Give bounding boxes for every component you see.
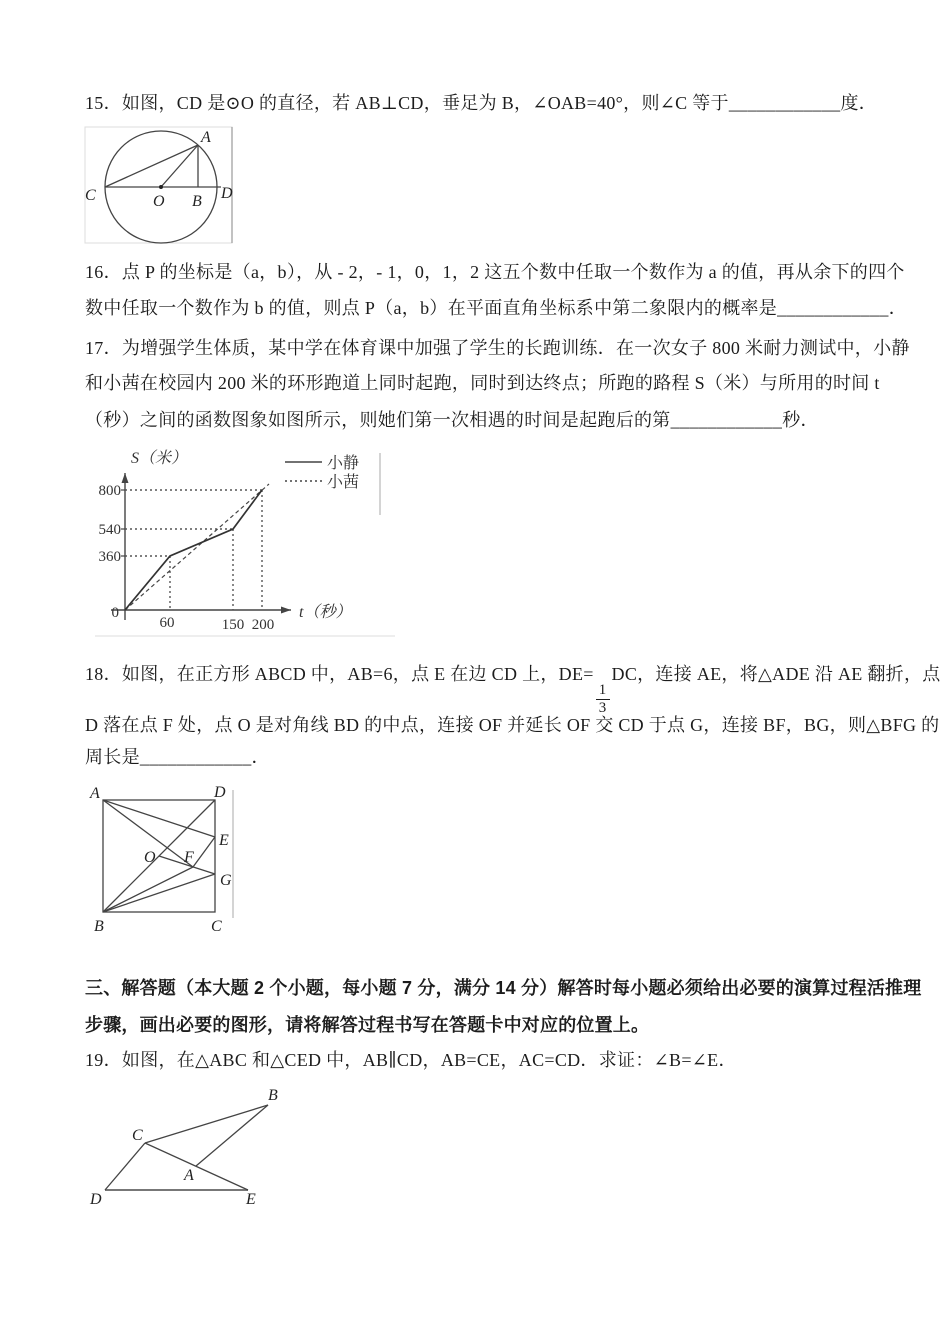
label-B: B — [268, 1087, 278, 1104]
section-3-header-line2: 步骤，画出必要的图形，请将解答过程书写在答题卡中对应的位置上。 — [85, 1015, 650, 1035]
question-17-line2: 和小茜在校园内 200 米的环形跑道上同时起跑，同时到达终点；所跑的路程 S（米）与所用的时间 t — [85, 373, 880, 393]
segment-CB — [145, 1105, 268, 1143]
chart-legend — [285, 454, 359, 491]
series-xiaoqian-line — [125, 484, 269, 610]
square-figure — [80, 785, 255, 935]
question-18-line1 — [85, 664, 941, 716]
label-D: D — [214, 785, 226, 801]
label-B: B — [94, 918, 104, 935]
label-E: E — [246, 1191, 256, 1208]
label-A: A — [184, 1167, 194, 1184]
label-O: O — [153, 193, 165, 210]
legend-label-xiaojing: 小静 — [327, 455, 360, 472]
y-axis-arrow — [122, 473, 129, 483]
x-axis-label: t（秒） — [299, 604, 352, 621]
label-A: A — [90, 785, 100, 802]
question-16-line1: 16．点 P 的坐标是（a，b），从 - 2，- 1，0，1，2 这五个数中任取一个数作为 a 的值，再从余下的四个 — [85, 262, 905, 282]
label-A: A — [201, 129, 211, 146]
label-C: C — [132, 1127, 143, 1144]
question-18-line2: D 落在点 F 处，点 O 是对角线 BD 的中点，连接 OF 并延长 OF 交 CD 于点 G，连接 BF，BG，则△BFG 的 — [85, 715, 940, 735]
question-18-line3: 周长是____________． — [85, 747, 270, 767]
label-O: O — [144, 849, 156, 866]
y-tick-800: 800 — [98, 483, 121, 499]
x-axis-arrow — [281, 607, 291, 614]
fraction-one-third — [596, 682, 610, 716]
segment-BA — [196, 1105, 268, 1166]
segment-EF — [193, 837, 215, 867]
q18-line1-after: DC，连接 AE，将△ADE 沿 AE 翻折，点 — [611, 664, 941, 684]
label-B: B — [192, 193, 202, 210]
question-19-text: 19．如图，在△ABC 和△CED 中，AB∥CD，AB=CE，AC=CD．求证：∠B=∠E． — [85, 1050, 737, 1070]
segment-AE — [103, 800, 215, 837]
x-tick-150: 150 — [221, 617, 245, 633]
label-D: D — [221, 185, 233, 202]
x-tick-200: 200 — [251, 617, 275, 633]
question-17-line3: （秒）之间的函数图象如图所示，则她们第一次相遇的时间是起跑后的第____________秒． — [85, 410, 819, 430]
question-17-line1: 17．为增强学生体质，某中学在体育课中加强了学生的长跑训练．在一次女子 800 米耐力测试中，小静 — [85, 338, 910, 358]
label-D: D — [90, 1191, 102, 1208]
label-C: C — [211, 918, 222, 935]
radius-OA — [161, 145, 198, 187]
triangle-figure — [78, 1083, 308, 1213]
circle-figure — [75, 118, 305, 268]
fraction-numerator: 1 — [598, 682, 607, 698]
segment-CE — [145, 1143, 248, 1190]
origin-label: 0 — [111, 605, 119, 621]
label-F: F — [184, 849, 194, 866]
label-C: C — [85, 187, 96, 204]
question-16-line2: 数中任取一个数作为 b 的值，则点 P（a，b）在平面直角坐标系中第二象限内的概率是____________． — [85, 298, 907, 318]
label-E: E — [219, 832, 229, 849]
q18-line1-before: 18．如图，在正方形 ABCD 中，AB=6，点 E 在边 CD 上，DE= — [85, 664, 594, 684]
x-tick-60: 60 — [159, 615, 175, 631]
y-tick-540: 540 — [98, 522, 121, 538]
legend-label-xiaoqian: 小茜 — [327, 474, 360, 491]
center-dot — [159, 185, 163, 189]
distance-time-chart — [95, 443, 395, 643]
segment-BG — [103, 874, 215, 912]
y-tick-360: 360 — [98, 549, 121, 565]
segment-BF — [103, 867, 193, 912]
fraction-denominator: 3 — [596, 699, 610, 717]
segment-DC — [105, 1143, 145, 1190]
y-axis-label: S（米） — [131, 450, 188, 467]
square-figure-lines — [103, 800, 215, 912]
section-3-header-line1: 三、解答题（本大题 2 个小题，每小题 7 分，满分 14 分）解答时每小题必须给出必要的演算过程活推理 — [85, 978, 922, 998]
chord-CA — [105, 145, 198, 187]
question-15-text: 15．如图，CD 是⊙O 的直径，若 AB⊥CD，垂足为 B，∠OAB=40°，则∠C 等于____________度． — [85, 93, 878, 113]
label-G: G — [220, 872, 232, 889]
